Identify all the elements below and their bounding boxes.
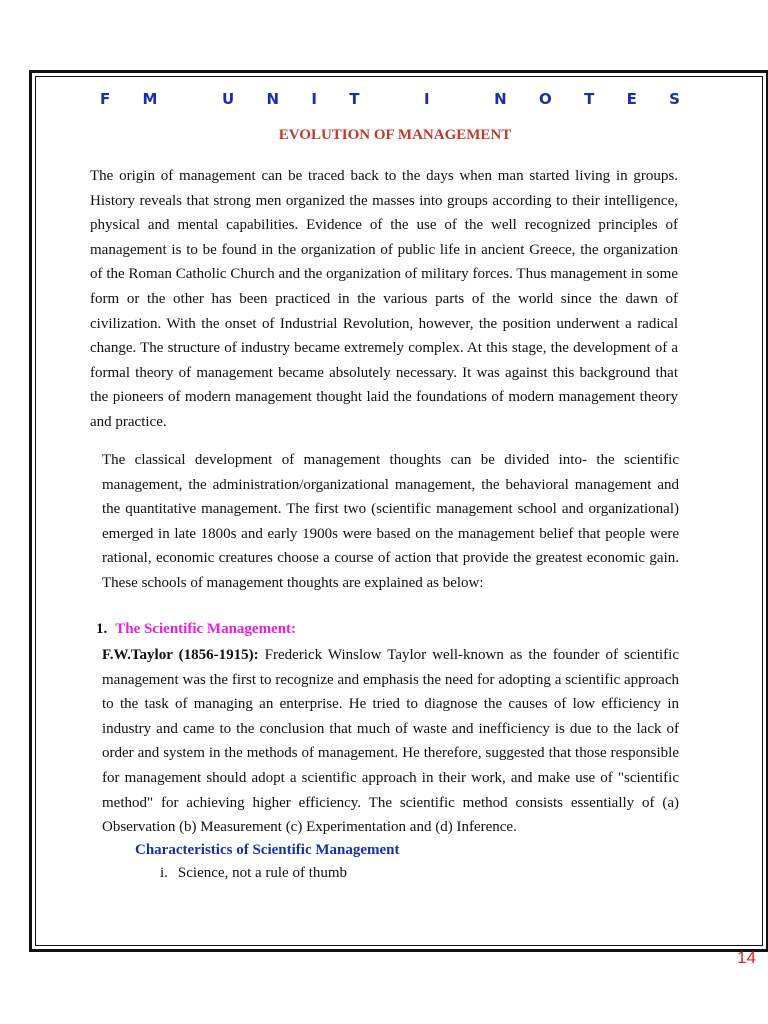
header-letter: I bbox=[311, 90, 317, 108]
intro-paragraph: The origin of management can be traced back to the days when man started living in groups. History reveals that strong men organized the masses into groups according to their intelligence, physical and mental capabilities. Evidence of the use of the well recognized principles of management is to be found in the organization of public life in ancient Greece, the organization of the Roman Catholic Church and the organization of military forces. Thus management in some form or the other has been practiced in the various parts of the world since the dawn of civilization. With the onset of Industrial Revolution, however, the position underwent a radical change. The structure of industry became extremely complex. At this stage, the development of a formal theory of management became absolutely necessary. It was against this background that the pioneers of modern management thought laid the foundations of modern management theory and practice. bbox=[90, 168, 678, 430]
section-heading: EVOLUTION OF MANAGEMENT bbox=[278, 127, 512, 143]
header-letter: N bbox=[266, 90, 280, 108]
header-letter: M bbox=[142, 90, 158, 108]
list-item bbox=[160, 865, 347, 882]
header-letter: S bbox=[669, 90, 680, 108]
taylor-paragraph bbox=[102, 643, 679, 840]
taylor-lead: F.W.Taylor (1856-1915): bbox=[102, 647, 259, 663]
list-marker: i. bbox=[160, 865, 168, 881]
page-number: 14 bbox=[737, 948, 756, 967]
section-number: 1. bbox=[96, 621, 108, 637]
taylor-body: Frederick Winslow Taylor well-known as the founder of scientific management was the first to recognize and emphasis the need for adopting a scientific approach to the task of managing an enterprise. He tried to diagnose the causes of low efficiency in industry and came to the conclusion that much of waste and inefficiency is due to the lack of order and system in the methods of management. He therefore, suggested that those responsible for management should adopt a scientific approach in their work, and make use of "scientific method" for achieving higher efficiency. The scientific method consists essentially of (a) Observation (b) Measurement (c) Experimentation and (d) Inference. bbox=[102, 647, 679, 836]
header-letter: O bbox=[539, 90, 552, 108]
unit-notes-header bbox=[100, 90, 680, 108]
header-letter: I bbox=[424, 90, 430, 108]
characteristics-heading: Characteristics of Scientific Management bbox=[135, 842, 400, 858]
classical-development-paragraph: The classical development of management thoughts can be divided into- the scientific management, the administration/organizational management, the behavioral management and the quantitative management. The first two (scientific management school and organizational) emerged in late 1800s and early 1900s were based on the management belief that people were rational, economic creatures choose a course of action that provide the greatest economic gain. These schools of management thoughts are explained as below: bbox=[102, 452, 679, 591]
header-letter: E bbox=[626, 90, 637, 108]
section-title-text: The Scientific Management: bbox=[115, 621, 297, 637]
scientific-management-title bbox=[96, 621, 296, 638]
list-item-text: Science, not a rule of thumb bbox=[177, 865, 348, 881]
header-letter: U bbox=[222, 90, 235, 108]
header-letter: N bbox=[494, 90, 507, 108]
header-letter: T bbox=[584, 90, 595, 108]
header-letter: T bbox=[349, 90, 360, 108]
header-letter: F bbox=[100, 90, 111, 108]
